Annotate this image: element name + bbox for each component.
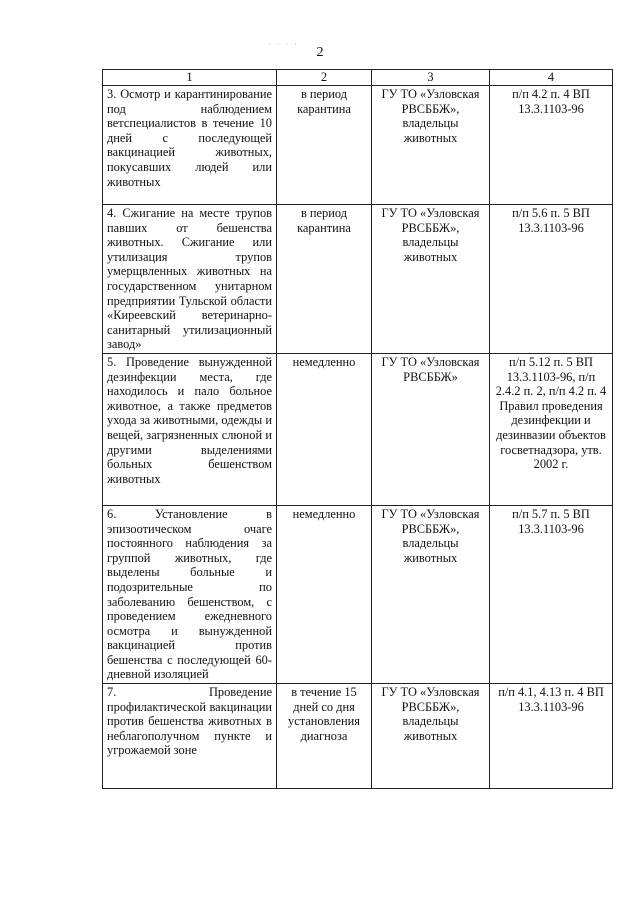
reference-cell: п/п 5.6 п. 5 ВП 13.3.1103-96 (490, 205, 613, 354)
responsible-cell: ГУ ТО «Узловская РВСББЖ», владельцы животных (372, 86, 490, 205)
responsible-cell: ГУ ТО «Узловская РВСББЖ», владельцы животных (372, 205, 490, 354)
term-cell: в течение 15 дней со дня установления диагноза (277, 684, 372, 789)
reference-cell: п/п 5.7 п. 5 ВП 13.3.1103-96 (490, 505, 613, 683)
reference-cell: п/п 4.2 п. 4 ВП 13.3.1103-96 (490, 86, 613, 205)
column-header: 2 (277, 70, 372, 86)
column-header: 1 (103, 70, 277, 86)
table-row (103, 205, 613, 354)
responsible-cell: ГУ ТО «Узловская РВСББЖ» (372, 353, 490, 505)
measures-table (102, 69, 613, 789)
term-cell: в период карантина (277, 86, 372, 205)
term-cell: в период карантина (277, 205, 372, 354)
table-header-row (103, 70, 613, 86)
measure-cell: 3. Осмотр и карантинирование под наблюдением ветспециалистов в течение 10 дней с последующей вакцинацией животных, покусавших людей или животных (103, 86, 277, 205)
page-number: 2 (316, 45, 324, 60)
term-cell: немедленно (277, 505, 372, 683)
column-header: 4 (490, 70, 613, 86)
table-row (103, 684, 613, 789)
column-header: 3 (372, 70, 490, 86)
responsible-cell: ГУ ТО «Узловская РВСББЖ», владельцы животных (372, 505, 490, 683)
reference-cell: п/п 4.1, 4.13 п. 4 ВП 13.3.1103-96 (490, 684, 613, 789)
measure-cell: 4. Сжигание на месте трупов павших от бешенства животных. Сжигание или утилизация трупов умерщвленных животных на государственном унитарном предприятии Тульской области «Киреевский ветеринарно-санитарный утилизационный завод» (103, 205, 277, 354)
table-row (103, 505, 613, 683)
measure-cell: 6. Установление в эпизоотическом очаге постоянного наблюдения за группой животных, где выделены больные и подозрительные по заболеванию бешенством, с проведением ежедневного осмотра и вынужденной вакцинацией против бешенства с последующей 60-дневной изоляцией (103, 505, 277, 683)
responsible-cell: ГУ ТО «Узловская РВСББЖ», владельцы животных (372, 684, 490, 789)
table-row (103, 86, 613, 205)
measure-cell: 5. Проведение вынужденной дезинфекции места, где находилось и пало больное животное, а также предметов ухода за животными, одежды и вещей, загрязненных слюной и другими выделениями больных бешенством животных (103, 353, 277, 505)
table-row (103, 353, 613, 505)
measure-cell: 7. Проведение профилактической вакцинации против бешенства животных в неблагополучном пункте и угрожаемой зоне (103, 684, 277, 789)
reference-cell: п/п 5.12 п. 5 ВП 13.3.1103-96, п/п 2.4.2 п. 2, п/п 4.2 п. 4 Правил проведения дезинфекции и дезинвазии объектов госветнадзора, утв. 2002 г. (490, 353, 613, 505)
scan-specks: · · · · (268, 40, 299, 49)
term-cell: немедленно (277, 353, 372, 505)
